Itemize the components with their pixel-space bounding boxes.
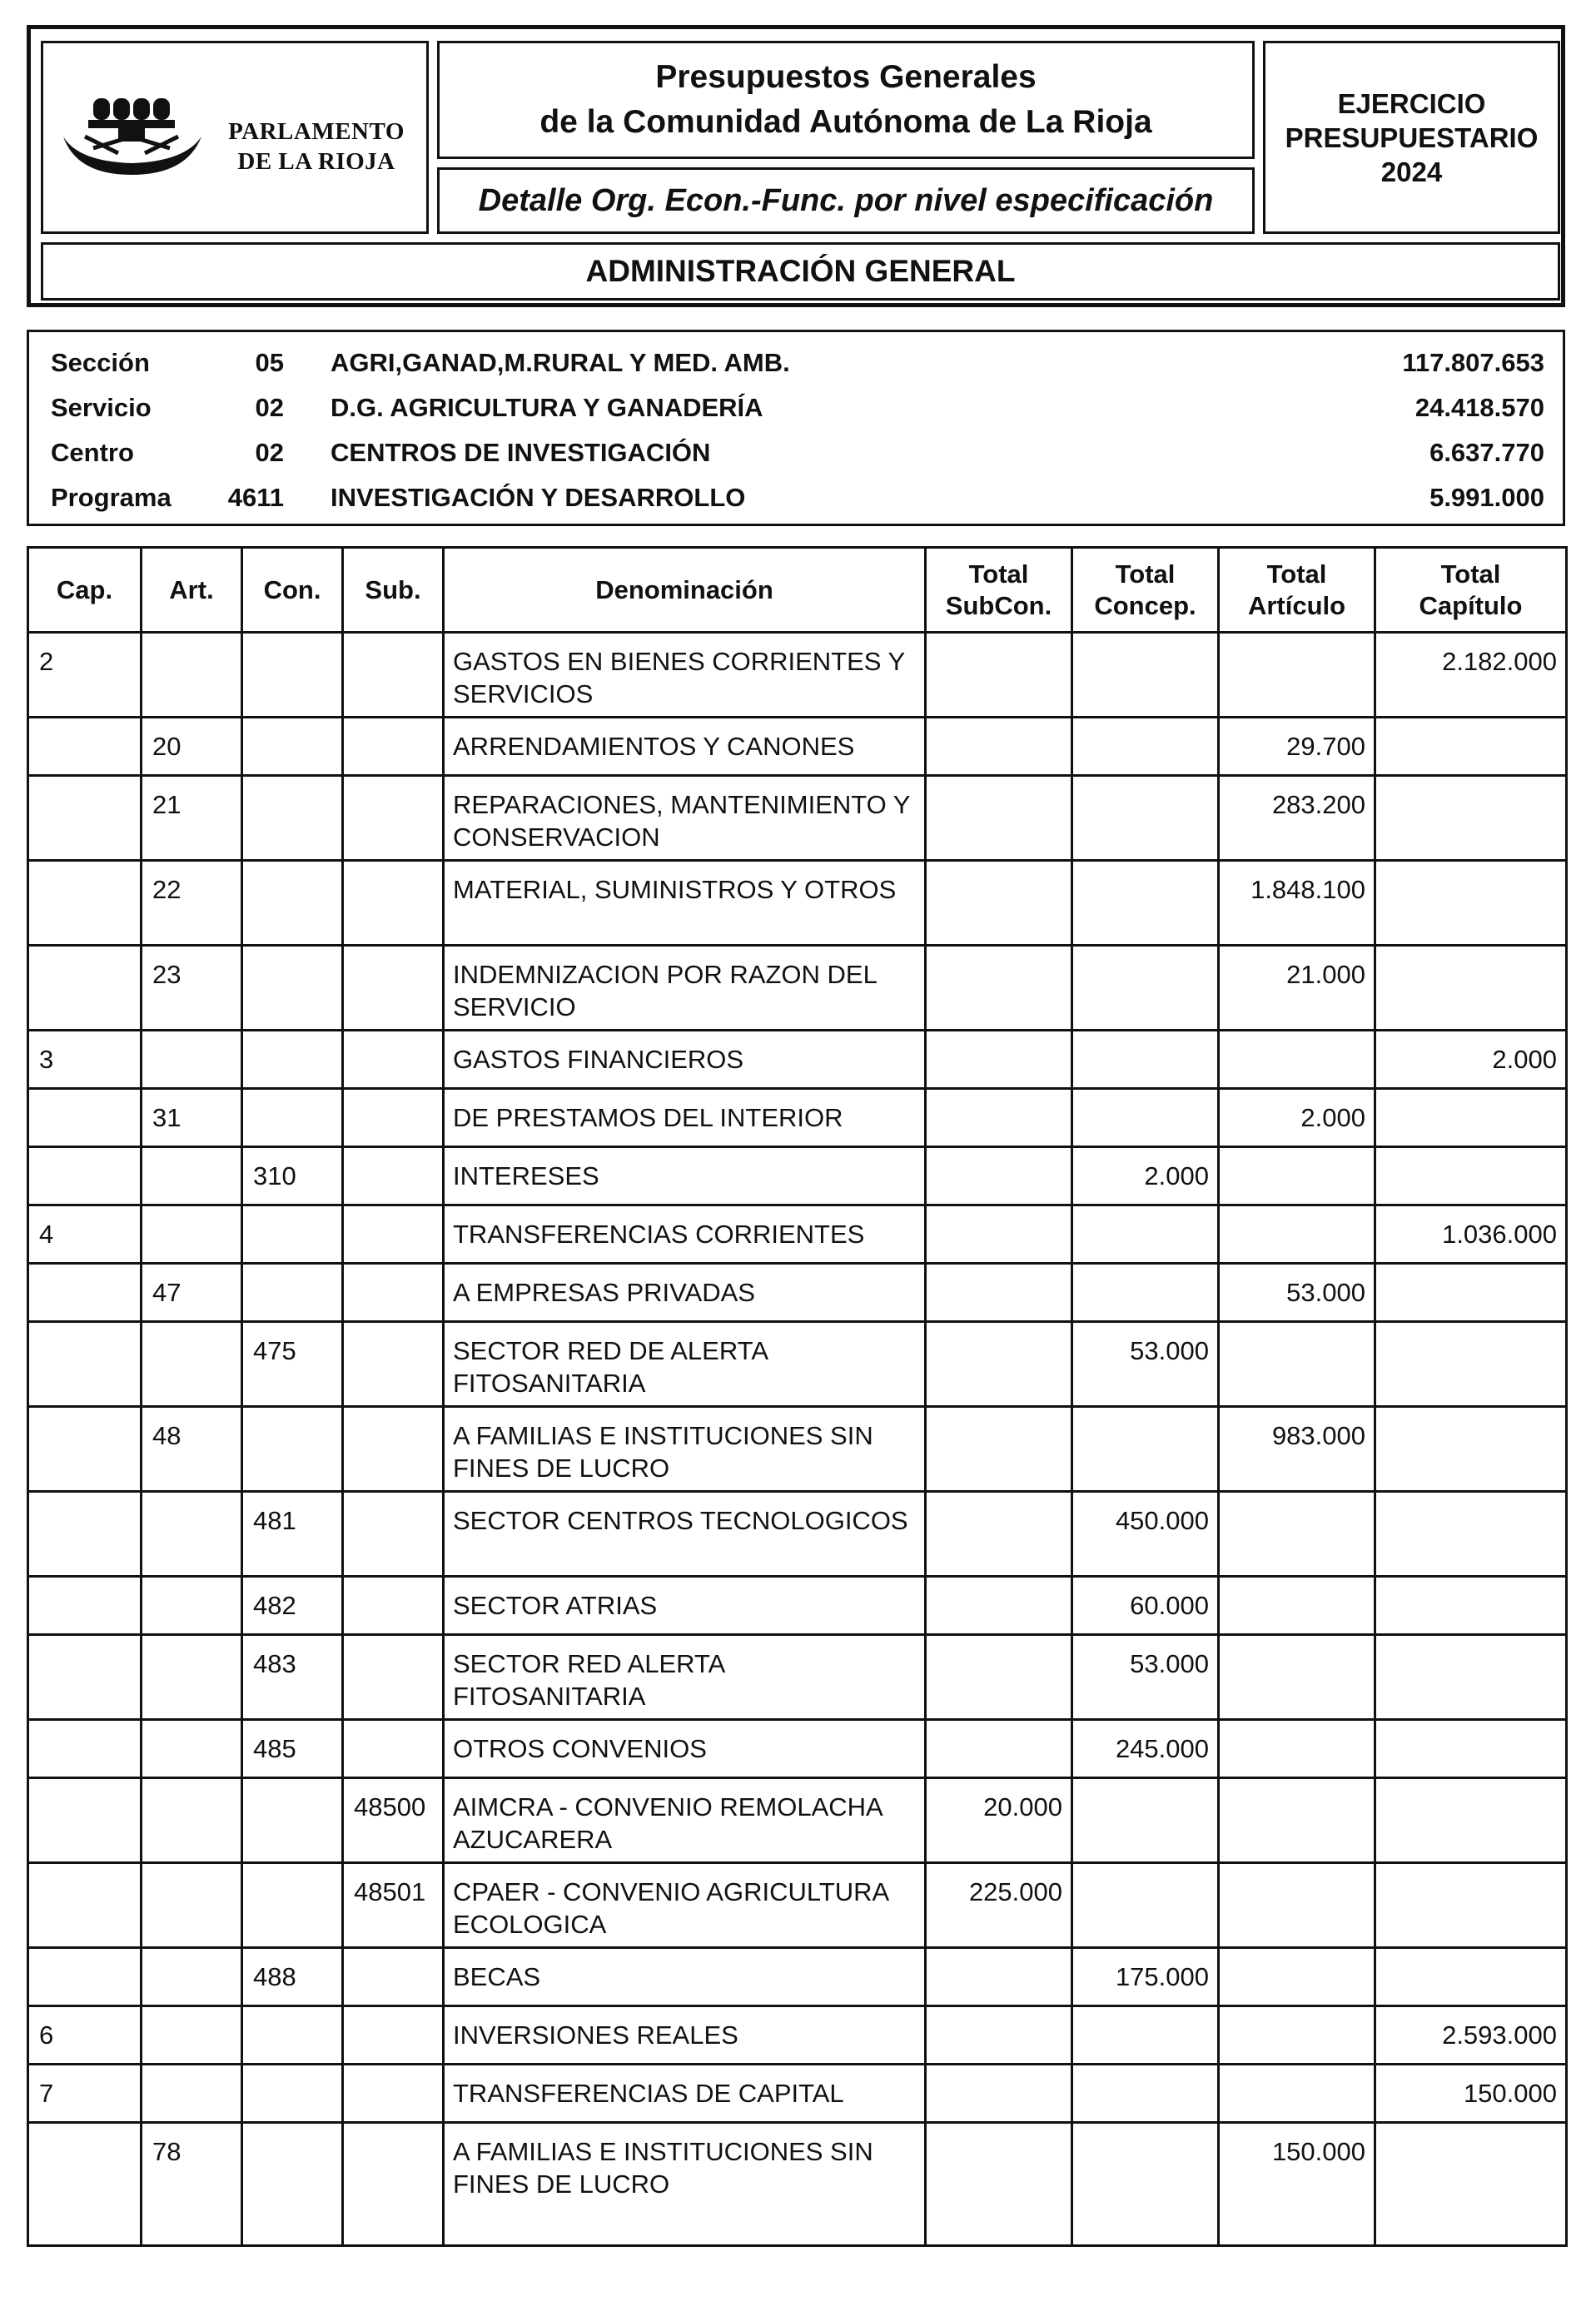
header-total-articulo [1219,548,1375,633]
cell-art [142,1577,242,1635]
cell-total-articulo [1219,633,1375,718]
cell-con [242,1205,343,1264]
cell-total-capitulo [1375,861,1567,946]
cell-sub [343,1635,444,1720]
table-row [28,1635,1567,1720]
title-line2: de la Comunidad Autónoma de La Rioja [539,104,1152,140]
cell-total-articulo [1219,1205,1375,1264]
cell-cap [28,1407,142,1492]
detail-subtitle: Detalle Org. Econ.-Func. por nivel especificación [437,167,1255,234]
cell-cap [28,946,142,1031]
info-amount: 6.637.770 [1429,438,1544,467]
cell-sub [343,2123,444,2246]
cell-sub [343,1948,444,2006]
cell-art [142,1322,242,1407]
header-art: Art. [142,548,242,633]
cell-total-articulo [1219,1031,1375,1089]
info-amount: 5.991.000 [1429,483,1544,512]
fiscal-year-box [1263,41,1560,234]
cell-con: 475 [242,1322,343,1407]
cell-con [242,776,343,861]
header-con: Con. [242,548,343,633]
table-row [28,633,1567,718]
cell-total-capitulo [1375,1264,1567,1322]
title-box [437,41,1255,159]
table-row [28,946,1567,1031]
cell-total-articulo [1219,1863,1375,1948]
cell-total-capitulo: 2.593.000 [1375,2006,1567,2065]
cell-con [242,633,343,718]
cell-total-concep [1072,2123,1219,2246]
cell-total-articulo [1219,1635,1375,1720]
cell-cap [28,1635,142,1720]
cell-total-articulo: 53.000 [1219,1264,1375,1322]
fiscal-year-value: 2024 [1380,156,1443,187]
cell-total-concep [1072,2065,1219,2123]
cell-total-capitulo [1375,2123,1567,2246]
header-cap: Cap. [28,548,142,633]
cell-total-subcon [926,1147,1072,1205]
info-label: Sección [51,348,150,377]
cell-denominacion: CPAER - CONVENIO AGRICULTURA ECOLOGICA [444,1863,926,1948]
cell-total-articulo [1219,1147,1375,1205]
table-row [28,1089,1567,1147]
cell-denominacion: ARRENDAMIENTOS Y CANONES [444,718,926,776]
cell-denominacion: INDEMNIZACION POR RAZON DEL SERVICIO [444,946,926,1031]
table-row [28,2065,1567,2123]
cell-total-concep: 450.000 [1072,1492,1219,1577]
cell-total-concep [1072,2006,1219,2065]
cell-total-subcon [926,1948,1072,2006]
cell-total-subcon [926,1089,1072,1147]
cell-total-capitulo: 2.182.000 [1375,633,1567,718]
cell-total-articulo: 1.848.100 [1219,861,1375,946]
budget-table [27,546,1568,2247]
cell-sub [343,1031,444,1089]
cell-art: 23 [142,946,242,1031]
fiscal-year-line1: EJERCICIO [1337,87,1486,119]
cell-total-subcon [926,2123,1072,2246]
cell-sub [343,1205,444,1264]
header-total-subcon [926,548,1072,633]
cell-con: 310 [242,1147,343,1205]
table-row [28,1778,1567,1863]
cell-total-concep: 245.000 [1072,1720,1219,1778]
cell-total-capitulo [1375,1147,1567,1205]
cell-total-capitulo [1375,946,1567,1031]
cell-sub [343,776,444,861]
cell-denominacion: BECAS [444,1948,926,2006]
cell-total-articulo [1219,1948,1375,2006]
cell-total-concep: 53.000 [1072,1322,1219,1407]
cell-con [242,2123,343,2246]
cell-art: 20 [142,718,242,776]
cell-total-capitulo [1375,1863,1567,1948]
logo-text-line2: DE LA RIOJA [237,148,395,175]
cell-total-concep [1072,633,1219,718]
cell-cap [28,1948,142,2006]
info-row-programa [29,475,1563,520]
cell-art [142,1492,242,1577]
header-total-concep-line1: Total [1115,559,1176,589]
info-label: Servicio [51,393,152,422]
cell-total-concep [1072,1089,1219,1147]
cell-con: 482 [242,1577,343,1635]
cell-cap [28,1322,142,1407]
cell-con [242,1089,343,1147]
cell-sub [343,1492,444,1577]
cell-cap [28,776,142,861]
cell-total-concep: 60.000 [1072,1577,1219,1635]
header-denominacion: Denominación [444,548,926,633]
table-row [28,1031,1567,1089]
cell-art [142,1635,242,1720]
table-row [28,1147,1567,1205]
cell-total-concep [1072,776,1219,861]
cell-art [142,1863,242,1948]
cell-total-capitulo: 150.000 [1375,2065,1567,2123]
info-label: Centro [51,438,134,467]
cell-sub [343,633,444,718]
info-description: CENTROS DE INVESTIGACIÓN [331,438,711,467]
cell-total-concep [1072,946,1219,1031]
cell-denominacion: SECTOR CENTROS TECNOLOGICOS [444,1492,926,1577]
cell-total-concep [1072,861,1219,946]
cell-cap [28,1577,142,1635]
table-row [28,1863,1567,1948]
table-row [28,1205,1567,1264]
cell-denominacion: SECTOR ATRIAS [444,1577,926,1635]
cell-denominacion: AIMCRA - CONVENIO REMOLACHA AZUCARERA [444,1778,926,1863]
cell-total-subcon [926,1635,1072,1720]
cell-sub [343,1089,444,1147]
cell-total-subcon: 20.000 [926,1778,1072,1863]
cell-total-concep [1072,718,1219,776]
table-row [28,1264,1567,1322]
table-body [28,633,1567,2246]
cell-art [142,1778,242,1863]
cell-cap [28,718,142,776]
header-total-articulo-line2: Artículo [1247,590,1346,620]
cell-total-subcon [926,861,1072,946]
cell-total-concep [1072,1407,1219,1492]
cell-con [242,2065,343,2123]
cell-total-subcon [926,776,1072,861]
cell-art [142,1948,242,2006]
cell-total-subcon [926,633,1072,718]
table-row [28,1720,1567,1778]
cell-art: 21 [142,776,242,861]
cell-total-concep [1072,1264,1219,1322]
cell-con [242,1778,343,1863]
info-description: D.G. AGRICULTURA Y GANADERÍA [331,393,763,422]
info-label: Programa [51,483,172,512]
cell-total-articulo [1219,1492,1375,1577]
cell-sub [343,1147,444,1205]
cell-total-capitulo [1375,1720,1567,1778]
cell-denominacion: GASTOS FINANCIEROS [444,1031,926,1089]
cell-denominacion: A FAMILIAS E INSTITUCIONES SIN FINES DE LUCRO [444,2123,926,2246]
cell-cap [28,1720,142,1778]
info-amount: 24.418.570 [1415,393,1544,422]
table-row [28,718,1567,776]
header-total-subcon-line2: SubCon. [945,590,1052,620]
cell-art [142,1147,242,1205]
cell-sub: 48501 [343,1863,444,1948]
cell-total-subcon [926,718,1072,776]
cell-art [142,1031,242,1089]
cell-total-articulo [1219,2065,1375,2123]
cell-sub [343,718,444,776]
cell-total-articulo [1219,1322,1375,1407]
fiscal-year-line2: PRESUPUESTARIO [1285,122,1539,153]
cell-cap [28,1863,142,1948]
header-total-articulo-line1: Total [1266,559,1327,589]
cell-art: 22 [142,861,242,946]
parliament-logo-icon [60,95,208,185]
cell-denominacion: GASTOS EN BIENES CORRIENTES Y SERVICIOS [444,633,926,718]
cell-cap [28,1264,142,1322]
info-code: 02 [255,438,284,467]
cell-con [242,1031,343,1089]
info-row-seccion [29,340,1563,385]
cell-total-articulo: 21.000 [1219,946,1375,1031]
cell-total-concep [1072,1778,1219,1863]
header-total-concep [1072,548,1219,633]
cell-art [142,1205,242,1264]
cell-total-subcon [926,1322,1072,1407]
table-row [28,1322,1567,1407]
table-row [28,1948,1567,2006]
cell-total-capitulo: 2.000 [1375,1031,1567,1089]
cell-total-subcon [926,1407,1072,1492]
cell-con: 483 [242,1635,343,1720]
info-description: AGRI,GANAD,M.RURAL Y MED. AMB. [331,348,790,377]
info-description: INVESTIGACIÓN Y DESARROLLO [331,483,746,512]
cell-total-capitulo: 1.036.000 [1375,1205,1567,1264]
cell-cap [28,1492,142,1577]
table-row [28,1407,1567,1492]
cell-sub: 48500 [343,1778,444,1863]
cell-denominacion: TRANSFERENCIAS CORRIENTES [444,1205,926,1264]
cell-art [142,2006,242,2065]
cell-sub [343,2006,444,2065]
cell-total-articulo [1219,1778,1375,1863]
cell-total-concep [1072,1205,1219,1264]
cell-total-articulo: 2.000 [1219,1089,1375,1147]
organization-info [27,330,1565,526]
cell-art: 48 [142,1407,242,1492]
cell-total-capitulo [1375,1577,1567,1635]
cell-con [242,946,343,1031]
table-row [28,2006,1567,2065]
info-code: 05 [255,348,284,377]
cell-con [242,718,343,776]
cell-cap: 4 [28,1205,142,1264]
table-row [28,1492,1567,1577]
cell-art [142,633,242,718]
cell-art [142,1720,242,1778]
header-total-capitulo-line1: Total [1440,559,1501,589]
cell-denominacion: SECTOR RED DE ALERTA FITOSANITARIA [444,1322,926,1407]
cell-con: 488 [242,1948,343,2006]
cell-denominacion: MATERIAL, SUMINISTROS Y OTROS [444,861,926,946]
logo-wordmark [216,117,416,176]
cell-total-articulo [1219,2006,1375,2065]
cell-denominacion: TRANSFERENCIAS DE CAPITAL [444,2065,926,2123]
cell-denominacion: OTROS CONVENIOS [444,1720,926,1778]
cell-sub [343,1322,444,1407]
info-row-centro [29,430,1563,475]
cell-cap [28,1147,142,1205]
cell-total-subcon: 225.000 [926,1863,1072,1948]
cell-art: 31 [142,1089,242,1147]
cell-total-articulo: 29.700 [1219,718,1375,776]
cell-sub [343,1407,444,1492]
cell-con [242,1264,343,1322]
cell-sub [343,1577,444,1635]
cell-cap [28,1778,142,1863]
header-total-capitulo [1375,548,1567,633]
cell-total-subcon [926,1031,1072,1089]
cell-cap: 2 [28,633,142,718]
cell-total-capitulo [1375,1635,1567,1720]
cell-con [242,1407,343,1492]
cell-denominacion: DE PRESTAMOS DEL INTERIOR [444,1089,926,1147]
cell-art: 47 [142,1264,242,1322]
title-line1: Presupuestos Generales [655,59,1037,95]
cell-denominacion: INTERESES [444,1147,926,1205]
table-row [28,776,1567,861]
cell-cap: 3 [28,1031,142,1089]
table-row [28,861,1567,946]
cell-con [242,861,343,946]
cell-con: 481 [242,1492,343,1577]
cell-total-subcon [926,946,1072,1031]
cell-total-capitulo [1375,1778,1567,1863]
header-total-capitulo-line2: Capítulo [1419,590,1523,620]
cell-total-capitulo [1375,1089,1567,1147]
logo-text-line1: PARLAMENTO [228,118,405,145]
cell-sub [343,2065,444,2123]
header-sub: Sub. [343,548,444,633]
cell-total-capitulo [1375,776,1567,861]
cell-total-capitulo [1375,1322,1567,1407]
cell-total-articulo [1219,1577,1375,1635]
cell-cap: 7 [28,2065,142,2123]
cell-total-capitulo [1375,1407,1567,1492]
info-amount: 117.807.653 [1402,348,1544,377]
header-total-subcon-line1: Total [968,559,1029,589]
cell-cap [28,2123,142,2246]
cell-denominacion: SECTOR RED ALERTA FITOSANITARIA [444,1635,926,1720]
document-header [27,25,1565,307]
cell-art: 78 [142,2123,242,2246]
cell-total-subcon [926,1264,1072,1322]
cell-total-articulo: 283.200 [1219,776,1375,861]
cell-con: 485 [242,1720,343,1778]
info-code: 02 [255,393,284,422]
info-row-servicio [29,385,1563,430]
cell-total-subcon [926,1577,1072,1635]
cell-total-capitulo [1375,1492,1567,1577]
cell-total-subcon [926,1205,1072,1264]
cell-total-subcon [926,2065,1072,2123]
cell-total-concep: 53.000 [1072,1635,1219,1720]
cell-total-concep: 175.000 [1072,1948,1219,2006]
cell-con [242,2006,343,2065]
table-header-row [28,548,1567,633]
cell-sub [343,1720,444,1778]
cell-total-subcon [926,1492,1072,1577]
cell-art [142,2065,242,2123]
cell-cap [28,861,142,946]
cell-total-subcon [926,2006,1072,2065]
cell-total-articulo [1219,1720,1375,1778]
cell-sub [343,1264,444,1322]
cell-cap: 6 [28,2006,142,2065]
cell-sub [343,946,444,1031]
cell-total-capitulo [1375,1948,1567,2006]
cell-total-concep: 2.000 [1072,1147,1219,1205]
cell-total-capitulo [1375,718,1567,776]
cell-total-subcon [926,1720,1072,1778]
cell-con [242,1863,343,1948]
cell-denominacion: REPARACIONES, MANTENIMIENTO Y CONSERVACION [444,776,926,861]
cell-cap [28,1089,142,1147]
cell-sub [343,861,444,946]
header-total-concep-line2: Concep. [1094,590,1196,620]
logo-box [41,41,429,234]
cell-denominacion: A EMPRESAS PRIVADAS [444,1264,926,1322]
cell-denominacion: INVERSIONES REALES [444,2006,926,2065]
administration-title: ADMINISTRACIÓN GENERAL [41,242,1560,301]
cell-denominacion: A FAMILIAS E INSTITUCIONES SIN FINES DE LUCRO [444,1407,926,1492]
table-row [28,2123,1567,2246]
info-code: 4611 [227,483,284,512]
table-row [28,1577,1567,1635]
cell-total-concep [1072,1863,1219,1948]
cell-total-articulo: 150.000 [1219,2123,1375,2246]
cell-total-articulo: 983.000 [1219,1407,1375,1492]
cell-total-concep [1072,1031,1219,1089]
